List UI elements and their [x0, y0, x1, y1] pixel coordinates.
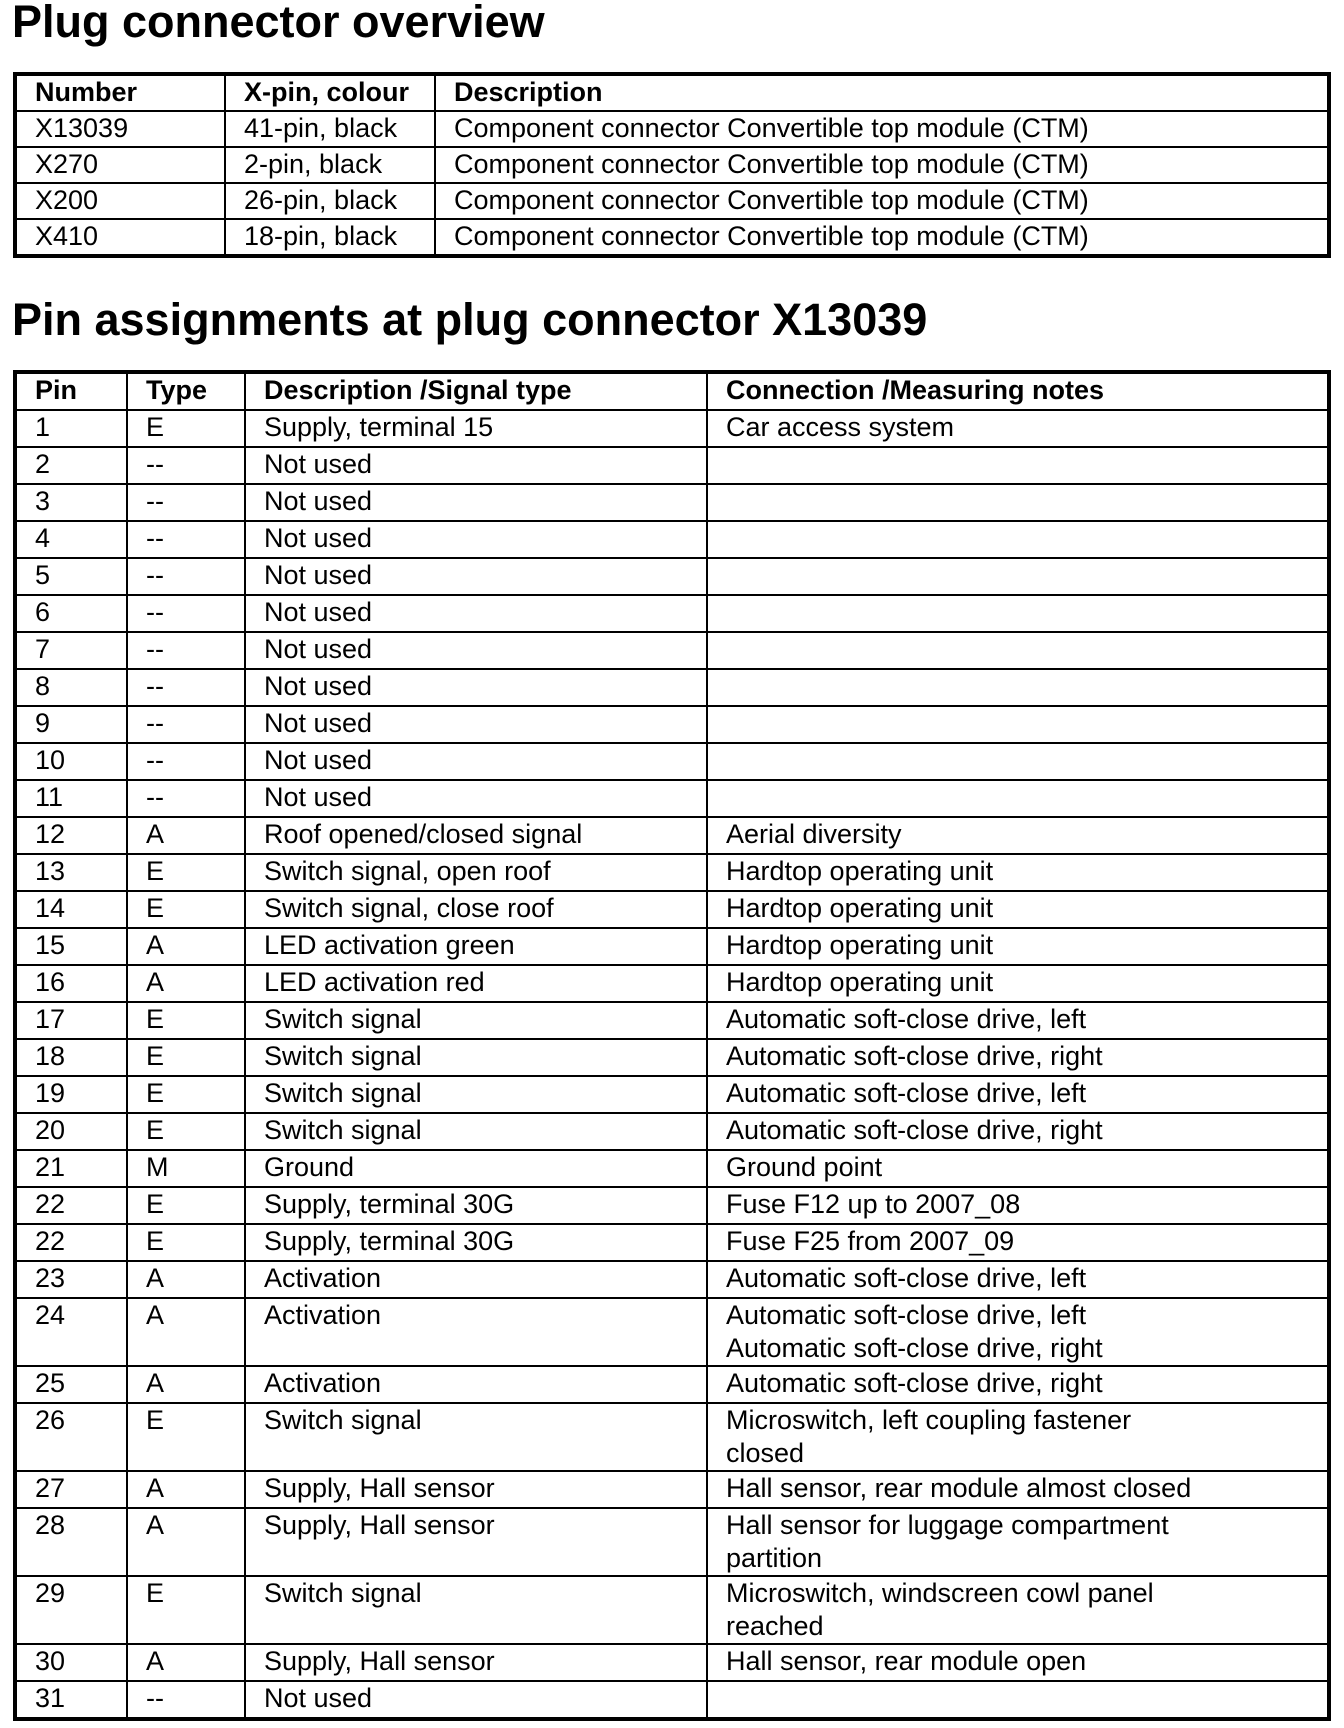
cell-type: A [127, 817, 245, 854]
cell-description-signal-type: Not used [245, 632, 707, 669]
cell-x-pin-colour: 26-pin, black [225, 183, 435, 219]
cell-description-signal-type: Not used [245, 1681, 707, 1719]
table-header-row [15, 74, 1329, 111]
cell-type: A [127, 965, 245, 1002]
cell-pin: 13 [15, 854, 127, 891]
cell-pin: 10 [15, 743, 127, 780]
cell-type: E [127, 1076, 245, 1113]
cell-type: -- [127, 1681, 245, 1719]
cell-connection-notes: Automatic soft-close drive, right [707, 1366, 1329, 1403]
cell-pin: 14 [15, 891, 127, 928]
table-row [15, 219, 1329, 256]
column-header-connection-measuring-notes: Connection /Measuring notes [707, 372, 1329, 410]
cell-connection-notes [707, 632, 1329, 669]
table-row [15, 1681, 1329, 1719]
cell-description: Component connector Convertible top module (CTM) [435, 183, 1329, 219]
table-row [15, 183, 1329, 219]
table-row [15, 484, 1329, 521]
cell-description-signal-type: Not used [245, 447, 707, 484]
cell-connection-notes: Hardtop operating unit [707, 928, 1329, 965]
cell-type: A [127, 1644, 245, 1681]
cell-description: Component connector Convertible top module (CTM) [435, 147, 1329, 183]
cell-pin: 12 [15, 817, 127, 854]
cell-type: E [127, 854, 245, 891]
table-row [15, 1403, 1329, 1471]
cell-connection-notes [707, 743, 1329, 780]
cell-number: X13039 [15, 111, 225, 147]
table-row [15, 521, 1329, 558]
cell-line: closed [726, 1438, 805, 1468]
cell-description: Component connector Convertible top module (CTM) [435, 111, 1329, 147]
cell-pin: 8 [15, 669, 127, 706]
cell-description-signal-type: LED activation red [245, 965, 707, 1002]
cell-type: A [127, 1298, 245, 1366]
cell-description-signal-type: Switch signal [245, 1576, 707, 1644]
cell-description-signal-type: Switch signal [245, 1076, 707, 1113]
table-row [15, 1298, 1329, 1366]
cell-connection-notes: Fuse F25 from 2007_09 [707, 1224, 1329, 1261]
cell-pin: 19 [15, 1076, 127, 1113]
cell-connection-notes [707, 521, 1329, 558]
pin-assignments-table [13, 370, 1331, 1721]
cell-description-signal-type: Activation [245, 1366, 707, 1403]
cell-type: -- [127, 706, 245, 743]
table-row [15, 111, 1329, 147]
cell-pin: 30 [15, 1644, 127, 1681]
cell-description-signal-type: Supply, Hall sensor [245, 1508, 707, 1576]
cell-x-pin-colour: 18-pin, black [225, 219, 435, 256]
cell-description-signal-type: Supply, Hall sensor [245, 1471, 707, 1508]
cell-type: A [127, 1471, 245, 1508]
cell-description-signal-type: Supply, terminal 30G [245, 1187, 707, 1224]
cell-description-signal-type: Switch signal [245, 1113, 707, 1150]
table-row [15, 1644, 1329, 1681]
cell-pin: 6 [15, 595, 127, 632]
cell-x-pin-colour: 2-pin, black [225, 147, 435, 183]
column-header-x-pin-colour: X-pin, colour [225, 74, 435, 111]
table-row [15, 447, 1329, 484]
pins-title: Pin assignments at plug connector X13039 [12, 294, 928, 345]
table-row [15, 1076, 1329, 1113]
cell-description-signal-type: Not used [245, 706, 707, 743]
cell-connection-notes: Automatic soft-close drive, left [707, 1261, 1329, 1298]
cell-description-signal-type: Supply, terminal 30G [245, 1224, 707, 1261]
table-row [15, 1113, 1329, 1150]
table-row [15, 1576, 1329, 1644]
cell-type: A [127, 1261, 245, 1298]
cell-connection-notes: Hall sensor, rear module open [707, 1644, 1329, 1681]
cell-line: Microswitch, windscreen cowl panel [726, 1578, 1154, 1608]
cell-description-signal-type: Ground [245, 1150, 707, 1187]
cell-connection-notes [707, 447, 1329, 484]
cell-connection-notes: Automatic soft-close drive, left [707, 1076, 1329, 1113]
cell-type: E [127, 891, 245, 928]
cell-x-pin-colour: 41-pin, black [225, 111, 435, 147]
cell-number: X410 [15, 219, 225, 256]
cell-pin: 29 [15, 1576, 127, 1644]
cell-connection-notes: Aerial diversity [707, 817, 1329, 854]
column-header-description: Description [435, 74, 1329, 111]
cell-pin: 31 [15, 1681, 127, 1719]
cell-connection-notes [707, 1576, 1329, 1644]
table-header-row [15, 372, 1329, 410]
cell-pin: 7 [15, 632, 127, 669]
cell-type: E [127, 1187, 245, 1224]
cell-line: partition [726, 1543, 823, 1573]
cell-connection-notes: Automatic soft-close drive, right [707, 1039, 1329, 1076]
cell-connection-notes [707, 1681, 1329, 1719]
cell-pin: 27 [15, 1471, 127, 1508]
table-row [15, 558, 1329, 595]
column-header-description-signal-type: Description /Signal type [245, 372, 707, 410]
cell-description-signal-type: Roof opened/closed signal [245, 817, 707, 854]
cell-pin: 16 [15, 965, 127, 1002]
cell-line: Hall sensor for luggage compartment [726, 1510, 1169, 1540]
overview-title: Plug connector overview [12, 0, 545, 47]
cell-description-signal-type: Switch signal [245, 1039, 707, 1076]
cell-number: X200 [15, 183, 225, 219]
cell-description-signal-type: Not used [245, 521, 707, 558]
cell-pin: 11 [15, 780, 127, 817]
table-row [15, 817, 1329, 854]
cell-pin: 3 [15, 484, 127, 521]
cell-connection-notes [707, 1298, 1329, 1366]
cell-type: A [127, 1508, 245, 1576]
table-row [15, 1261, 1329, 1298]
cell-connection-notes [707, 558, 1329, 595]
cell-description-signal-type: Not used [245, 558, 707, 595]
cell-type: E [127, 1113, 245, 1150]
table-row [15, 891, 1329, 928]
cell-type: E [127, 410, 245, 447]
cell-pin: 23 [15, 1261, 127, 1298]
cell-type: -- [127, 632, 245, 669]
cell-pin: 26 [15, 1403, 127, 1471]
cell-connection-notes: Hardtop operating unit [707, 854, 1329, 891]
table-row [15, 1187, 1329, 1224]
cell-pin: 24 [15, 1298, 127, 1366]
cell-type: -- [127, 521, 245, 558]
cell-pin: 4 [15, 521, 127, 558]
cell-pin: 5 [15, 558, 127, 595]
cell-connection-notes: Hardtop operating unit [707, 891, 1329, 928]
cell-pin: 22 [15, 1224, 127, 1261]
cell-type: A [127, 928, 245, 965]
table-row [15, 410, 1329, 447]
cell-description-signal-type: Switch signal, close roof [245, 891, 707, 928]
cell-description-signal-type: Supply, Hall sensor [245, 1644, 707, 1681]
cell-connection-notes: Ground point [707, 1150, 1329, 1187]
cell-pin: 25 [15, 1366, 127, 1403]
cell-pin: 15 [15, 928, 127, 965]
cell-type: E [127, 1576, 245, 1644]
column-header-type: Type [127, 372, 245, 410]
cell-connection-notes [707, 1508, 1329, 1576]
cell-type: -- [127, 558, 245, 595]
cell-pin: 22 [15, 1187, 127, 1224]
cell-pin: 21 [15, 1150, 127, 1187]
cell-type: M [127, 1150, 245, 1187]
cell-pin: 28 [15, 1508, 127, 1576]
cell-line: Automatic soft-close drive, left [726, 1300, 1087, 1330]
cell-pin: 18 [15, 1039, 127, 1076]
cell-description-signal-type: Activation [245, 1298, 707, 1366]
table-row [15, 928, 1329, 965]
cell-pin: 2 [15, 447, 127, 484]
cell-type: A [127, 1366, 245, 1403]
table-row [15, 147, 1329, 183]
cell-description-signal-type: Not used [245, 484, 707, 521]
cell-description-signal-type: Activation [245, 1261, 707, 1298]
cell-connection-notes: Fuse F12 up to 2007_08 [707, 1187, 1329, 1224]
cell-description: Component connector Convertible top module (CTM) [435, 219, 1329, 256]
cell-type: E [127, 1224, 245, 1261]
cell-description-signal-type: Supply, terminal 15 [245, 410, 707, 447]
cell-connection-notes [707, 1403, 1329, 1471]
table-row [15, 854, 1329, 891]
cell-connection-notes: Automatic soft-close drive, left [707, 1002, 1329, 1039]
table-row [15, 1471, 1329, 1508]
cell-description-signal-type: Switch signal, open roof [245, 854, 707, 891]
cell-type: -- [127, 743, 245, 780]
table-row [15, 1039, 1329, 1076]
cell-type: E [127, 1039, 245, 1076]
cell-description-signal-type: LED activation green [245, 928, 707, 965]
cell-line: reached [726, 1611, 824, 1641]
cell-description-signal-type: Not used [245, 780, 707, 817]
cell-connection-notes: Hardtop operating unit [707, 965, 1329, 1002]
cell-pin: 1 [15, 410, 127, 447]
cell-connection-notes: Car access system [707, 410, 1329, 447]
cell-description-signal-type: Switch signal [245, 1002, 707, 1039]
column-header-pin: Pin [15, 372, 127, 410]
cell-type: -- [127, 780, 245, 817]
table-row [15, 1224, 1329, 1261]
cell-type: -- [127, 484, 245, 521]
cell-number: X270 [15, 147, 225, 183]
cell-pin: 17 [15, 1002, 127, 1039]
table-row [15, 965, 1329, 1002]
cell-connection-notes [707, 780, 1329, 817]
table-row [15, 669, 1329, 706]
table-row [15, 743, 1329, 780]
cell-connection-notes [707, 706, 1329, 743]
cell-type: E [127, 1002, 245, 1039]
cell-description-signal-type: Not used [245, 669, 707, 706]
table-row [15, 1366, 1329, 1403]
cell-description-signal-type: Not used [245, 743, 707, 780]
cell-connection-notes [707, 484, 1329, 521]
table-row [15, 780, 1329, 817]
cell-line: Microswitch, left coupling fastener [726, 1405, 1132, 1435]
table-row [15, 706, 1329, 743]
cell-connection-notes: Hall sensor, rear module almost closed [707, 1471, 1329, 1508]
cell-type: -- [127, 595, 245, 632]
table-row [15, 1150, 1329, 1187]
cell-line: Automatic soft-close drive, right [726, 1333, 1103, 1363]
cell-connection-notes [707, 595, 1329, 632]
cell-type: E [127, 1403, 245, 1471]
cell-description-signal-type: Not used [245, 595, 707, 632]
table-row [15, 1002, 1329, 1039]
cell-type: -- [127, 669, 245, 706]
cell-connection-notes [707, 669, 1329, 706]
cell-pin: 9 [15, 706, 127, 743]
cell-pin: 20 [15, 1113, 127, 1150]
cell-type: -- [127, 447, 245, 484]
table-row [15, 632, 1329, 669]
table-row [15, 595, 1329, 632]
table-row [15, 1508, 1329, 1576]
cell-description-signal-type: Switch signal [245, 1403, 707, 1471]
cell-connection-notes: Automatic soft-close drive, right [707, 1113, 1329, 1150]
connector-overview-table [13, 72, 1331, 258]
column-header-number: Number [15, 74, 225, 111]
